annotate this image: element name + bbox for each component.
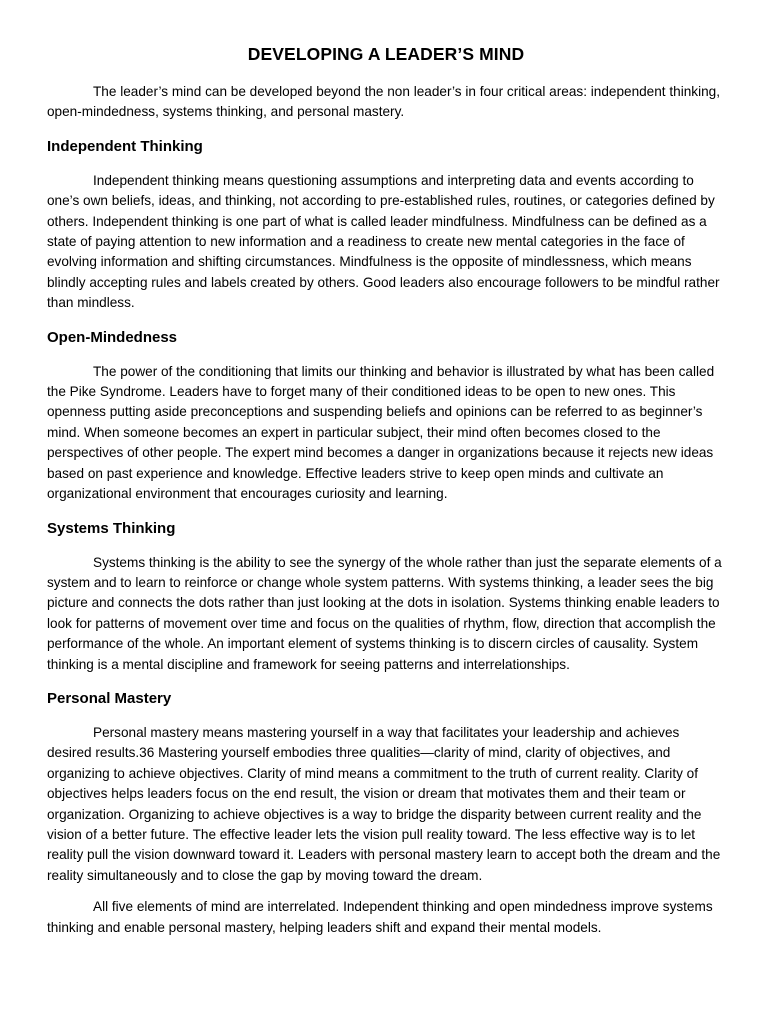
section-paragraph: Independent thinking means questioning assumptions and interpreting data and events according to one’s own beliefs, ideas, and thinking, not according to pre-established rules, routines, or categories defined by others. Independent thinking is one part of what is called leader mindfulness. Mindfulness can be defined as a state of paying attention to new information and a readiness to create new mental categories in the face of evolving information and shifting circumstances. Mindfulness is the opposite of mindlessness, which means blindly accepting rules and labels created by others. Good leaders also encourage followers to be mindful rather than mindless. xyxy=(47,172,720,311)
section-independent-thinking xyxy=(47,137,725,314)
document-title: DEVELOPING A LEADER’S MIND xyxy=(247,44,525,64)
section-paragraph: Systems thinking is the ability to see the synergy of the whole rather than just the separate elements of a system and to learn to reinforce or change whole system patterns. With systems thinking, a leader sees the big picture and connects the dots rather than just looking at the dots in isolation. Systems thinking enable leaders to look for patterns of movement over time and focus on the qualities of rhythm, flow, direction that accomplish the performance of the whole. An important element of systems thinking is to discern circles of causality. System thinking is a mental discipline and framework for seeing patterns and interrelationships. xyxy=(47,554,722,672)
section-heading: Systems Thinking xyxy=(47,519,176,537)
section-heading: Independent Thinking xyxy=(47,137,203,155)
section-personal-mastery xyxy=(47,689,725,886)
section-heading: Open-Mindedness xyxy=(47,328,178,346)
section-paragraph: Personal mastery means mastering yourself in a way that facilitates your leadership and achieves desired results.36 Mastering yourself embodies three qualities—clarity of mind, clarity of objectives, and organizing to achieve objectives. Clarity of mind means a commitment to the truth of current reality. Clarity of objectives helps leaders focus on the end result, the vision or dream that motivates them and their team or organization. Organizing to achieve objectives is a way to bridge the disparity between current reality and the vision of a better future. The effective leader lets the vision pull reality toward. The less effective way is to let reality pull the vision downward toward it. Leaders with personal mastery learn to accept both the dream and the reality simultaneously and to close the gap by moving toward the dream. xyxy=(47,724,721,883)
section-open-mindedness xyxy=(47,328,725,505)
section-heading: Personal Mastery xyxy=(47,689,172,707)
section-paragraph: The power of the conditioning that limits our thinking and behavior is illustrated by what has been called the Pike Syndrome. Leaders have to forget many of their conditioned ideas to be open to new ones. This openness putting aside preconceptions and suspending beliefs and opinions can be referred to as beginner’s mind. When someone becomes an expert in particular subject, their mind often becomes closed to the perspectives of other people. The expert mind becomes a danger in organizations because it rejects new ideas based on past experience and knowledge. Effective leaders strive to keep open minds and cultivate an organizational environment that encourages curiosity and learning. xyxy=(47,363,715,502)
closing-paragraph: All five elements of mind are interrelated. Independent thinking and open mindedness improve systems thinking and enable personal mastery, helping leaders shift and expand their mental models. xyxy=(47,899,713,935)
document-page xyxy=(47,44,725,938)
intro-paragraph: The leader’s mind can be developed beyond the non leader’s in four critical areas: independent thinking, open-mindedness, systems thinking, and personal mastery. xyxy=(47,84,720,120)
section-systems-thinking xyxy=(47,519,725,675)
